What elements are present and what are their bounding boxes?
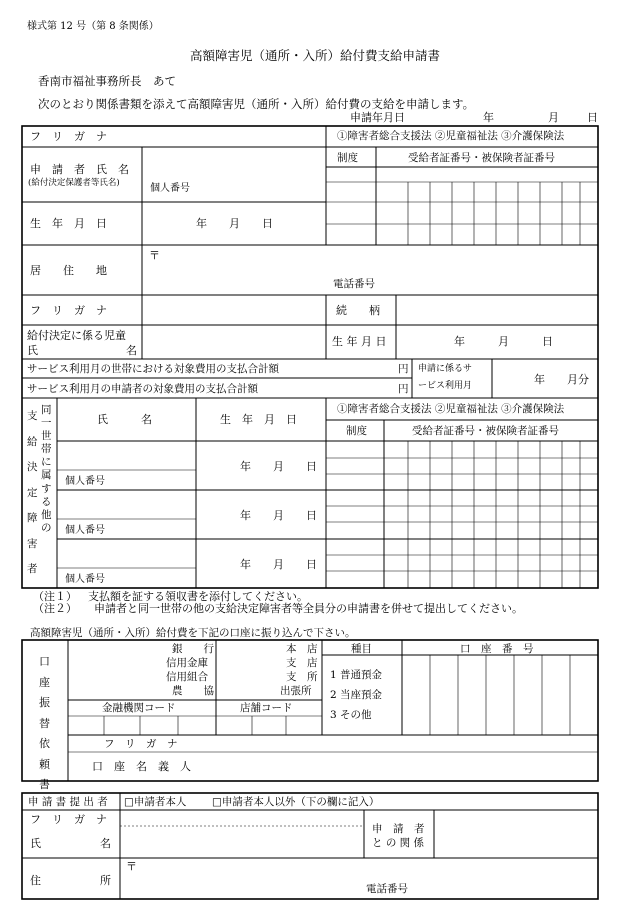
others-dob-header: 生 年 月 日 <box>220 413 297 426</box>
bank-type-bank: 銀 行 <box>172 643 214 655</box>
addressee: 香南市福祉事務所長 あて <box>38 74 176 88</box>
submitter-postal-mark: 〒 <box>126 860 137 873</box>
child-dob-label: 生 年 月 日 <box>332 335 387 348</box>
submitter-relation-label-2: と の 関 係 <box>372 837 425 849</box>
applicant-address-label: 居 住 地 <box>30 264 107 277</box>
child-name-label-1: 給付決定に係る児童 <box>27 329 126 342</box>
bank-instruction: 高額障害児（通所・入所）給付費を下記の口座に振り込んで下さい。 <box>30 627 356 639</box>
account-holder-label: 口 座 名 義 人 <box>92 760 191 773</box>
submitter-option-self[interactable]: □申請者本人 <box>124 796 187 808</box>
branch-type-office: 支 所 <box>286 671 318 683</box>
applicant-laws-legend: ①障害者総合支援法 ②児童福祉法 ③介護保険法 <box>337 130 565 142</box>
bank-code-label: 金融機関コード <box>102 702 176 714</box>
submitter-address-input[interactable] <box>120 858 598 899</box>
others-side-label-2: 支給決定障害者 <box>27 410 38 575</box>
applicant-cert-no-header: 受給者証番号・被保険者証番号 <box>408 152 555 164</box>
bank-type-nokyo: 農 協 <box>172 685 214 697</box>
account-kind-header: 種目 <box>351 643 372 655</box>
applicant-furigana-label: フ リ ガ ナ <box>30 130 107 143</box>
household-total-yen: 円 <box>398 363 409 375</box>
others-row1-date: 年 月 日 <box>240 460 317 473</box>
child-name-label-2a: 氏 <box>27 344 38 357</box>
branch-type-main: 本 店 <box>286 643 318 655</box>
others-laws-legend: ①障害者総合支援法 ②児童福祉法 ③介護保険法 <box>337 403 565 415</box>
branch-type-branch: 支 店 <box>286 657 318 669</box>
note1-label: （注１） <box>33 590 77 603</box>
note2-label: （注２） <box>33 602 77 615</box>
account-holder-furigana-label: フ リ ガ ナ <box>104 738 178 750</box>
applicant-total-yen: 円 <box>398 383 409 395</box>
account-kind-3: 3 その他 <box>330 709 372 721</box>
applicant-furigana-input[interactable] <box>142 126 326 147</box>
applicant-name-sublabel: (給付決定保護者等氏名) <box>28 178 120 188</box>
applicant-dob-label: 生 年 月 日 <box>30 217 107 230</box>
account-kind-2: 2 当座預金 <box>330 689 383 701</box>
submitter-address-label-b: 所 <box>100 874 111 887</box>
applicant-system-header: 制度 <box>337 152 358 164</box>
submitter-name-label-a: 氏 <box>30 837 41 850</box>
others-row1-my-number: 個人番号 <box>65 476 105 487</box>
child-name-label-2b: 名 <box>126 344 137 357</box>
others-row2-date: 年 月 日 <box>240 509 317 522</box>
applicant-total-label: サービス利用月の申請者の対象費用の支払合計額 <box>27 383 258 395</box>
account-kind-1: 1 普通預金 <box>330 669 383 681</box>
household-total-label: サービス利用月の世帯における対象費用の支払合計額 <box>27 363 279 375</box>
service-month-label-1: 申請に係るサ <box>418 364 473 374</box>
others-row3-my-number: 個人番号 <box>65 574 105 585</box>
branch-type-substation: 出張所 <box>280 685 312 697</box>
applicant-postal-mark: 〒 <box>149 249 160 262</box>
applicant-phone-label: 電話番号 <box>333 278 375 290</box>
submitter-address-label-a: 住 <box>30 874 41 887</box>
service-month-label-2: ービス利用月 <box>418 381 473 391</box>
application-date-month: 月 <box>548 111 559 124</box>
application-date-year: 年 <box>483 111 494 124</box>
form-title: 高額障害児（通所・入所）給付費支給申請書 <box>189 48 440 63</box>
submitter-name-label-b: 名 <box>100 837 111 850</box>
submitter-furigana-label: フ リ ガ ナ <box>30 813 107 826</box>
branch-code-label: 店舗コード <box>240 702 293 714</box>
intro-text: 次のとおり関係書類を添えて高額障害児（通所・入所）給付費の支給を申請します。 <box>38 97 475 111</box>
others-row3-date: 年 月 日 <box>240 558 317 571</box>
note1-text: 支払額を証する領収書を添付してください。 <box>88 590 308 603</box>
child-name-input[interactable] <box>142 325 326 359</box>
bank-side-label: 口座振替依頼書 <box>39 655 50 791</box>
application-date-day: 日 <box>587 111 598 124</box>
child-furigana-label: フ リ ガ ナ <box>30 304 107 317</box>
account-holder-input[interactable] <box>216 735 598 781</box>
account-number-header: 口 座 番 号 <box>460 643 534 655</box>
child-dob-value: 年 月 日 <box>454 335 553 348</box>
form-number: 様式第 12 号（第 8 条関係） <box>27 21 159 32</box>
submitter-label: 申 請 書 提 出 者 <box>28 796 108 808</box>
application-date-label: 申請年月日 <box>350 111 405 124</box>
bank-type-shinkin: 信用金庫 <box>166 657 208 669</box>
others-name-header: 氏 名 <box>97 413 152 426</box>
bank-type-kumiai: 信用組合 <box>166 671 208 683</box>
applicant-name-label: 申 請 者 氏 名 <box>30 163 129 176</box>
child-furigana-input[interactable] <box>142 295 326 325</box>
applicant-my-number-label: 個人番号 <box>150 183 190 194</box>
applicant-name-input[interactable] <box>142 147 326 202</box>
others-cert-no-header: 受給者証番号・被保険者証番号 <box>412 425 559 437</box>
service-month-value: 年 月分 <box>534 373 589 386</box>
note2-text: 申請者と同一世帯の他の支給決定障害者等全員分の申請書を併せて提出してください。 <box>94 602 523 615</box>
child-relation-label: 続 柄 <box>336 304 380 317</box>
applicant-dob-value: 年 月 日 <box>196 217 273 230</box>
submitter-phone-label: 電話番号 <box>366 883 408 895</box>
others-row2-my-number: 個人番号 <box>65 525 105 536</box>
submitter-relation-label-1: 申 請 者 <box>372 823 425 835</box>
applicant-address-input[interactable] <box>142 245 598 295</box>
submitter-name-input[interactable] <box>120 810 364 858</box>
others-system-header: 制度 <box>346 425 367 437</box>
submitter-option-other[interactable]: □申請者本人以外（下の欄に記入） <box>212 796 380 808</box>
others-side-label-1: 同一世帯に属する他の <box>41 404 52 534</box>
